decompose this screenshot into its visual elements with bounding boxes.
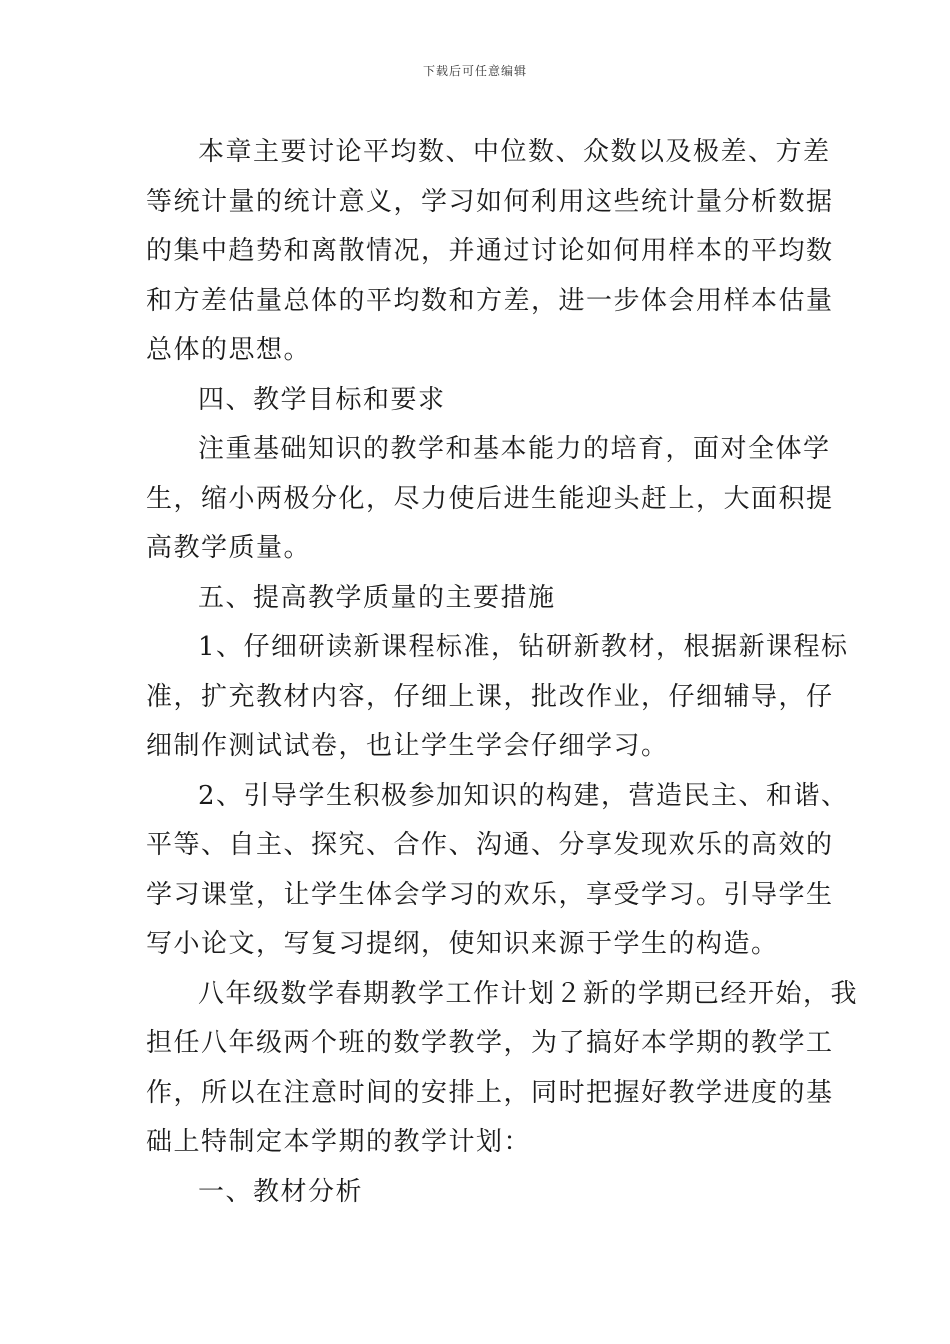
paragraph-line: 作，所以在注意时间的安排上，同时把握好教学进度的基 [146, 1077, 834, 1108]
paragraph-line: 和方差估量总体的平均数和方差，进一步体会用样本估量 [146, 285, 834, 316]
section-heading: 四、教学目标和要求 [198, 384, 446, 415]
paragraph-line: 的集中趋势和离散情况，并通过讨论如何用样本的平均数 [146, 236, 834, 266]
paragraph-line: 总体的思想。 [146, 335, 312, 365]
page-header-note: 下载后可任意编辑 [422, 64, 527, 78]
paragraph-line: 八年级数学春期教学工作计划２新的学期已经开始，我 [198, 978, 859, 1009]
paragraph-line: 等统计量的统计意义，学习如何利用这些统计量分析数据 [146, 186, 834, 217]
paragraph-line: 础上特制定本学期的教学计划： [146, 1127, 532, 1157]
paragraph-line: 学习课堂，让学生体会学习的欢乐，享受学习。引导学生 [146, 879, 834, 910]
paragraph-line: 本章主要讨论平均数、中位数、众数以及极差、方差 [198, 137, 831, 167]
paragraph-line: 准，扩充教材内容，仔细上课，批改作业，仔细辅导，仔 [146, 681, 834, 712]
paragraph-line: 生，缩小两极分化，尽力使后进生能迎头赶上，大面积提 [146, 483, 834, 514]
paragraph-line: 注重基础知识的教学和基本能力的培育，面对全体学 [198, 434, 831, 464]
document-body [146, 128, 859, 1217]
section-heading: 五、提高教学质量的主要措施 [198, 582, 556, 613]
paragraph-line: 担任八年级两个班的数学教学，为了搞好本学期的教学工 [146, 1028, 834, 1058]
paragraph-line: 写小论文，写复习提纲，使知识来源于学生的构造。 [146, 929, 779, 959]
paragraph-line: 2、引导学生积极参加知识的构建，营造民主、和谐、 [198, 780, 849, 811]
paragraph-line: 平等、自主、探究、合作、沟通、分享发现欢乐的高效的 [146, 830, 834, 860]
paragraph-line: 高教学质量。 [146, 533, 312, 563]
paragraph-line: 1、仔细研读新课程标准，钻研新教材，根据新课程标 [198, 632, 849, 662]
paragraph-line: 细制作测试试卷，也让学生学会仔细学习。 [146, 731, 669, 761]
section-heading: 一、教材分析 [198, 1176, 364, 1207]
